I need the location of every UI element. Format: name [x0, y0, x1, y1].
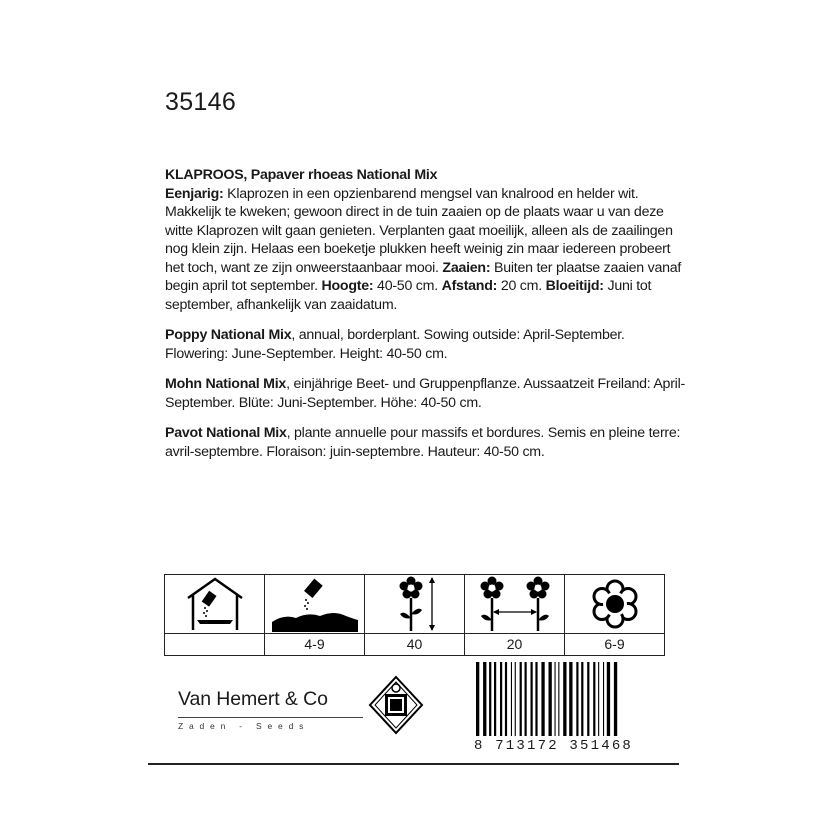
plant-height-icon [380, 576, 450, 632]
spacing-label: Afstand: [441, 278, 498, 294]
brand-name: Van Hemert & Co [178, 688, 328, 710]
german-name: Mohn National Mix [165, 376, 287, 392]
barcode-bar [603, 662, 604, 736]
spacing-text: 20 cm. [497, 278, 546, 294]
sowing-info-table [164, 574, 665, 656]
german-description [165, 375, 685, 412]
barcode-bar [555, 662, 556, 736]
brand-tagline: Zaden - Seeds [178, 721, 310, 731]
height-label: Hoogte: [321, 278, 374, 294]
french-text: , plante annuelle pour massifs et bordures. Semis en pleine terre: avril-septembre. Floraison: juin-septembre. Hauteur: 40-50 cm. [165, 425, 681, 460]
barcode-bar [549, 662, 552, 736]
barcode-bar [581, 662, 583, 736]
barcode-bar [558, 662, 559, 736]
greenhouse-cell [165, 575, 265, 634]
product-code: 35146 [165, 88, 237, 116]
outdoor-sowing-cell [265, 575, 365, 634]
greenhouse-value [165, 634, 265, 656]
bottom-rule [148, 763, 679, 765]
french-description [165, 424, 685, 461]
barcode-bar [525, 662, 527, 736]
barcode-bar [563, 662, 566, 736]
barcode-bar [593, 662, 595, 736]
dutch-description [165, 166, 685, 314]
barcode [474, 662, 680, 758]
description-block [165, 166, 685, 473]
sowing-text: Buiten ter plaatse zaaien vanaf begin april tot september. [165, 259, 682, 294]
height-cell [365, 575, 465, 634]
sowing-label: Zaaien: [442, 259, 491, 276]
barcode-bar [587, 662, 589, 736]
barcode-bar [576, 662, 578, 736]
barcode-bar [494, 662, 496, 736]
english-name: Poppy National Mix [165, 327, 292, 343]
sowing-months-value: 4-9 [265, 634, 365, 656]
barcode-bar [500, 662, 502, 736]
barcode-bar [505, 662, 507, 736]
greenhouse-sowing-icon [184, 576, 246, 632]
barcode-bar [520, 662, 522, 736]
flowering-label: Bloeitijd: [545, 278, 604, 294]
barcode-bar [598, 662, 599, 736]
german-text: , einjährige Beet- und Gruppenpflanze. Aussaatzeit Freiland: April-September. Blüte: Juni-September. Höhe: 40-50 cm. [165, 376, 685, 411]
flowering-text: Juni tot september, afhankelijk van zaaidatum. [165, 278, 652, 313]
barcode-bar [489, 662, 491, 736]
english-text: , annual, borderplant. Sowing outside: April-September. Flowering: June-September. Height: 40-50 cm. [165, 327, 625, 362]
barcode-bar [607, 662, 610, 736]
seal-icon [368, 675, 424, 735]
barcode-bar [515, 662, 516, 736]
flowering-icon [587, 576, 643, 632]
height-value: 40 [365, 634, 465, 656]
height-text: 40-50 cm. [373, 278, 442, 294]
barcode-bar [569, 662, 572, 736]
flowering-cell [565, 575, 665, 634]
barcode-bar [531, 662, 533, 736]
brand-divider [178, 717, 363, 718]
barcode-bars [474, 662, 680, 736]
product-title: KLAPROOS, Papaver rhoeas National Mix [165, 167, 438, 183]
barcode-number: 8 713172 351468 [474, 738, 634, 754]
spacing-value: 20 [465, 634, 565, 656]
french-name: Pavot National Mix [165, 425, 287, 441]
flowering-months-value: 6-9 [565, 634, 665, 656]
brand-logo [178, 688, 378, 736]
outdoor-sowing-icon [270, 576, 360, 632]
barcode-bar [535, 662, 537, 736]
body-text: Klaprozen in een opzienbarend mengsel van knalrood en helder wit. Makkelijk te kweken; gewoon direct in de tuin zaaien op de plaats waar u van deze witte Klaprozen wilt gaan genieten. Verplanten gaat moeilijk, alleen als de zaailingen nog klein zijn. Helaas een boeketje plukken heeft weinig zin maar iedereen probeert het toch, want ze zijn onweerstaanbaar mooi. [165, 185, 673, 276]
barcode-bar [511, 662, 512, 736]
barcode-bar [476, 662, 479, 736]
plant-spacing-icon [472, 576, 558, 632]
spacing-cell [465, 575, 565, 634]
barcode-bar [483, 662, 486, 736]
barcode-bar [614, 662, 617, 736]
lead-label: Eenjarig: [165, 185, 224, 202]
barcode-bar [541, 662, 544, 736]
english-description [165, 326, 685, 363]
